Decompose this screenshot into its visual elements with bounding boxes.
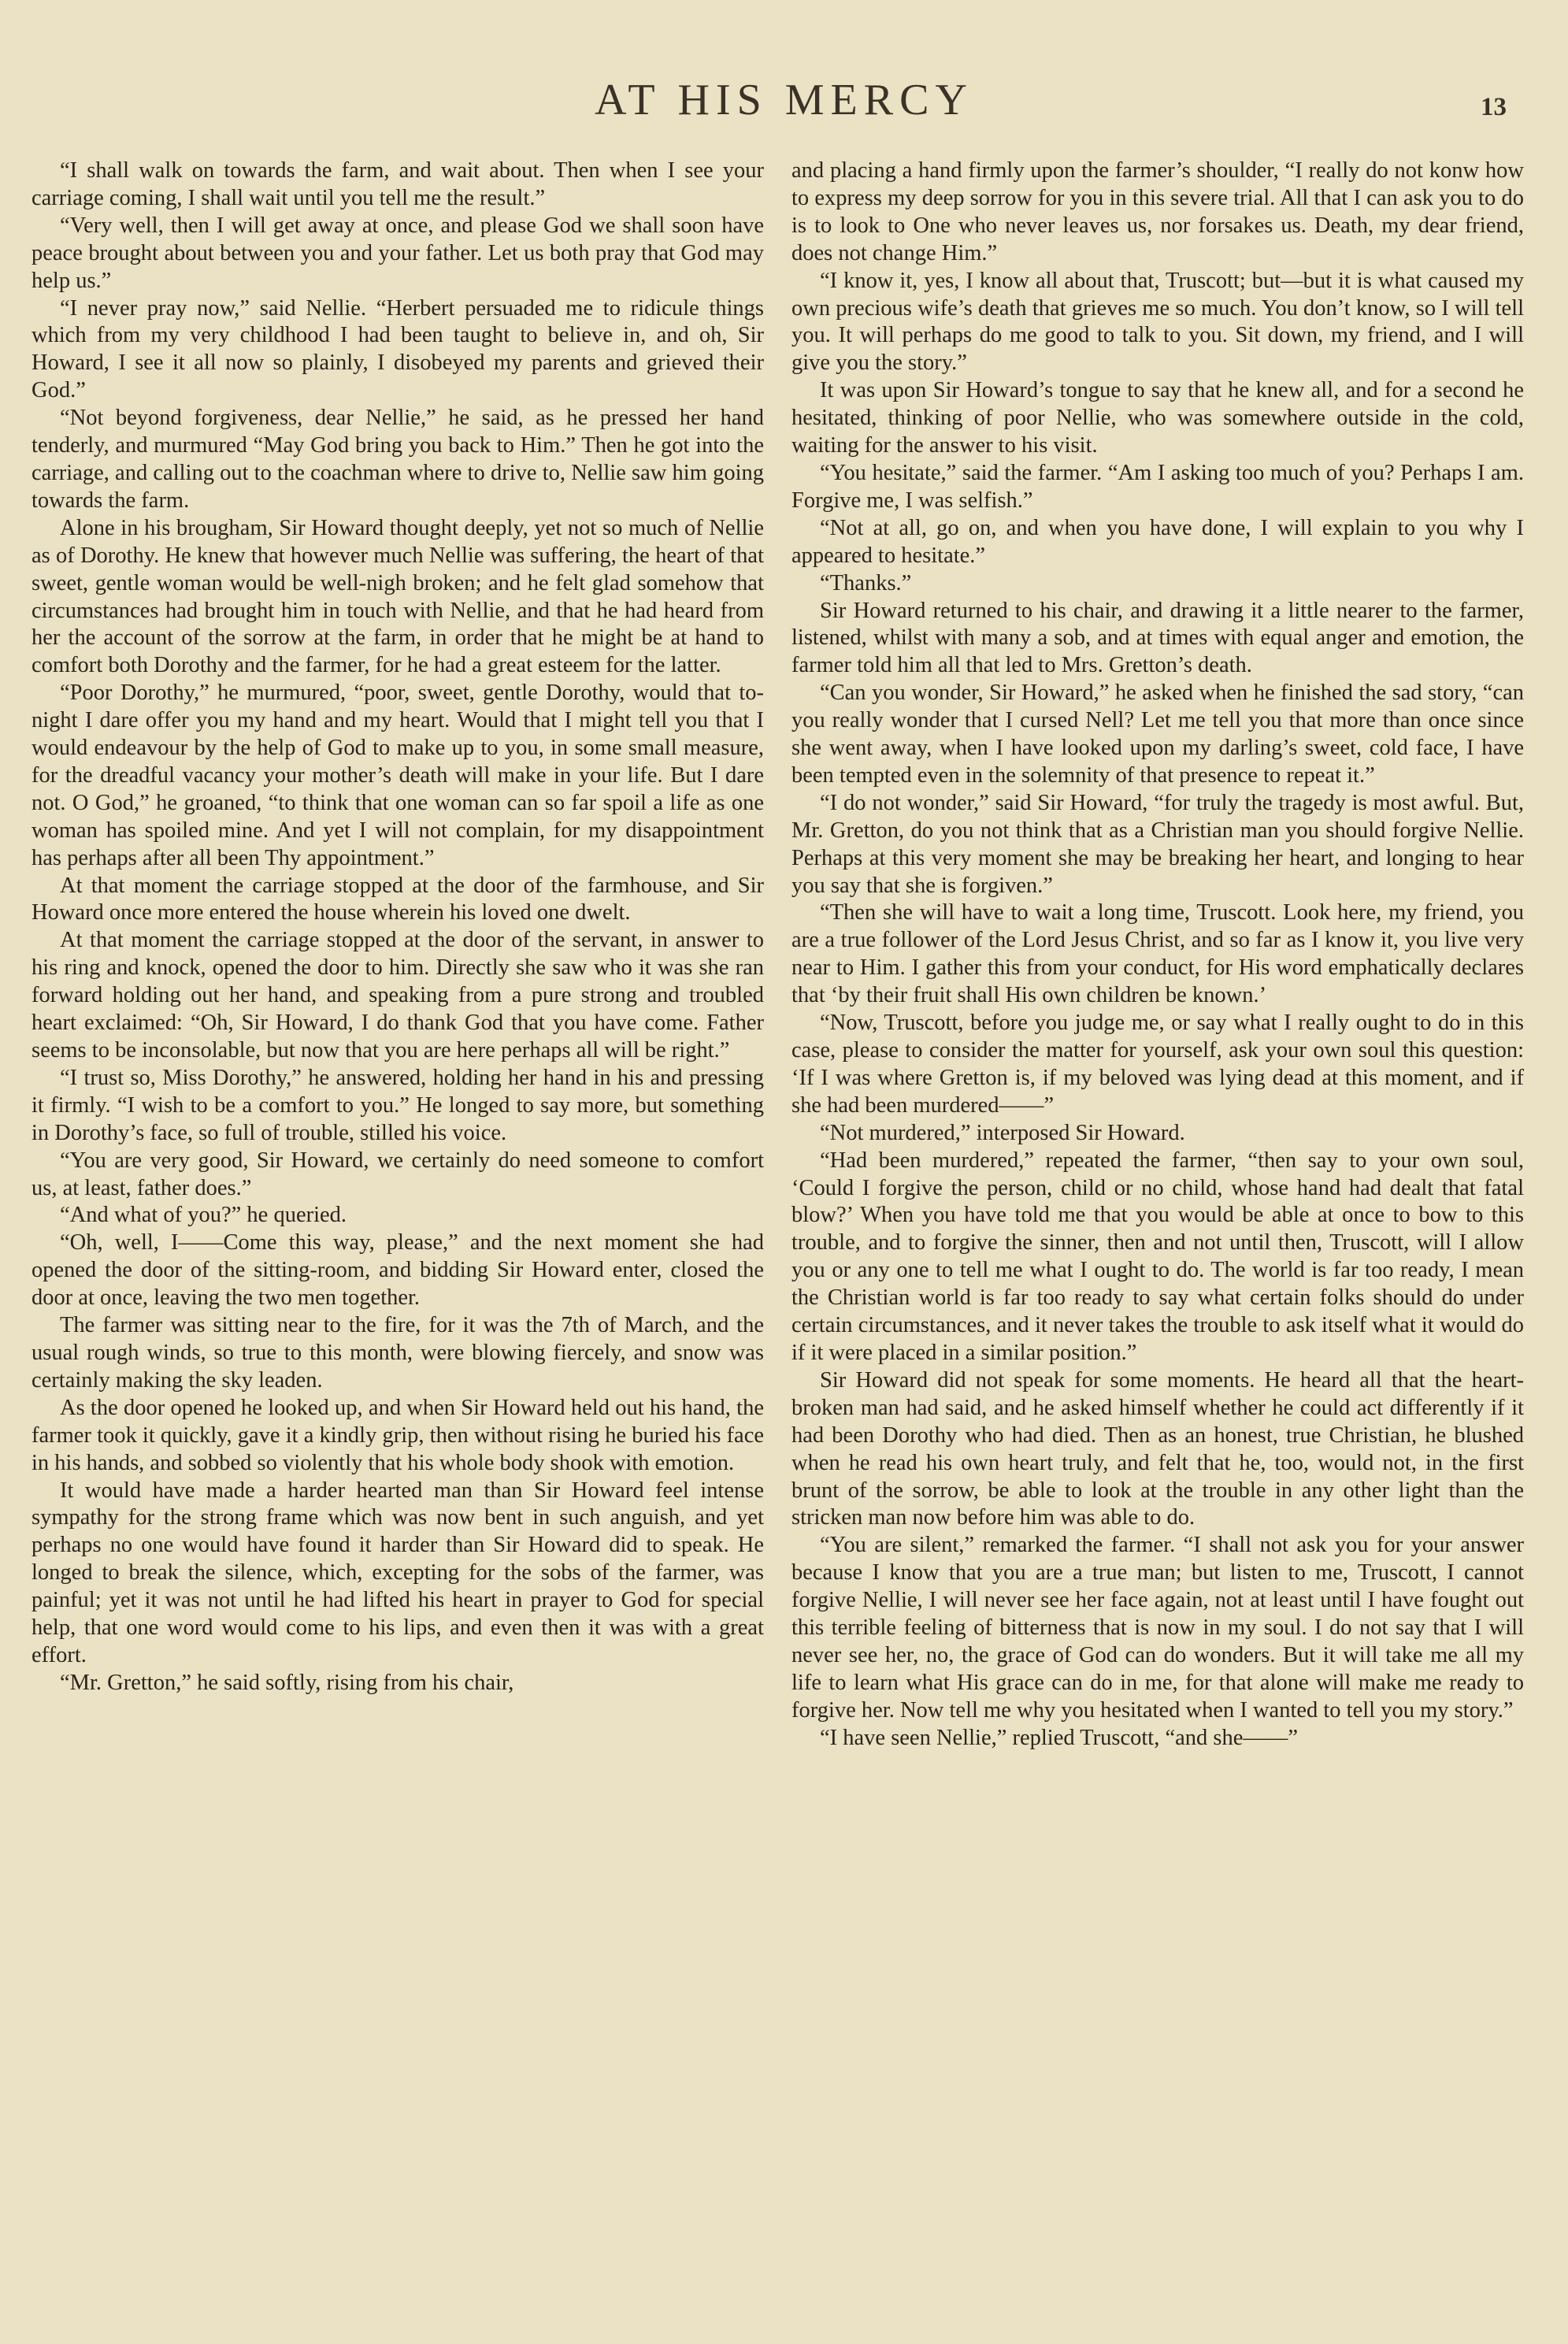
paragraph: Sir Howard did not speak for some moments. He heard all that the heart-broken man had said, and he asked himself whether he could act differently if it had been Dorothy who had died. Then as an honest, true Christian, he blushed when he read his own heart truly, and felt that he, too, would not, in the first brunt of the sorrow, be able to look at the trouble in any other light than the stricken man now before him was able to do. xyxy=(791,1367,1524,1530)
paragraph: The farmer was sitting near to the fire, for it was the 7th of March, and the usual rough winds, so true to this month, were blowing fiercely, and snow was certainly making the sky leaden. xyxy=(32,1313,764,1393)
paragraph: “Oh, well, I——Come this way, please,” and the next moment she had opened the door of the sitting-room, and bidding Sir Howard enter, closed the door at once, leaving the two men together. xyxy=(32,1230,764,1311)
paragraph: “You are very good, Sir Howard, we certainly do need someone to comfort us, at least, father does.” xyxy=(32,1148,764,1200)
paragraph: Alone in his brougham, Sir Howard thought deeply, yet not so much of Nellie as of Dorothy. He knew that however much Nellie was suffering, the heart of that sweet, gentle woman would be well-nigh broken; and he felt glad somehow that circumstances had brought him in touch with Nellie, and that he had heard from her the account of the sorrow at the farm, in order that he might be at hand to comfort both Dorothy and the farmer, for he had a great esteem for the latter. xyxy=(32,515,764,678)
paragraph: “I shall walk on towards the farm, and wait about. Then when I see your carriage coming, I shall wait until you tell me the result.” xyxy=(32,158,764,210)
paragraph: “You are silent,” remarked the farmer. “I shall not ask you for your answer because I know that you are a true man; but listen to me, Truscott, I cannot forgive Nellie, I will never see her face again, not at least until I have fought out this terrible feeling of bitterness that is now in my soul. I do not say that I will never see her, no, the grace of God can do wonders. But it will take me all my life to learn what His grace can do in me, for that alone will make me ready to forgive her. Now tell me why you hesitated when I wanted to tell you my story.” xyxy=(791,1533,1524,1723)
paragraph: “Can you wonder, Sir Howard,” he asked when he finished the sad story, “can you really wonder that I cursed Nell? Let me tell you that more than once since she went away, when I have looked upon my darling’s sweet, cold face, I have been tempted even in the solemnity of that presence to repeat it.” xyxy=(791,681,1524,788)
paragraph: “You hesitate,” said the farmer. “Am I asking too much of you? Perhaps I am. Forgive me, I was selfish.” xyxy=(791,460,1524,513)
paragraph: “And what of you?” he queried. xyxy=(60,1203,347,1228)
paragraph: “I trust so, Miss Dorothy,” he answered, holding her hand in his and pressing it firmly. “I wish to be a comfort to you.” He longed to say more, but something in Dorothy’s face, so full of trouble, stilled his voice. xyxy=(32,1065,764,1145)
left-column xyxy=(32,158,764,2284)
paragraph: “I do not wonder,” said Sir Howard, “for truly the tragedy is most awful. But, Mr. Gretton, do you not think that as a Christian man you should forgive Nellie. Perhaps at this very moment she may be breaking her heart, and longing to hear you say that she is forgiven.” xyxy=(791,790,1524,898)
paragraph: At that moment the carriage stopped at the door of the servant, in answer to his ring and knock, opened the door to him. Directly she saw who it was she ran forward holding out her hand, and speaking from a pure strong and troubled heart exclaimed: “Oh, Sir Howard, I do thank God that you have come. Father seems to be inconsolable, but now that you are here perhaps all will be right.” xyxy=(32,928,764,1063)
right-column xyxy=(791,158,1524,2284)
paragraph: “Now, Truscott, before you judge me, or say what I really ought to do in this case, please to consider the matter for yourself, ask your own soul this question: ‘If I was where Gretton is, if my beloved was lying dead at this moment, and if she had been murdered——” xyxy=(791,1011,1524,1118)
paragraph: It was upon Sir Howard’s tongue to say that he knew all, and for a second he hesitated, thinking of poor Nellie, who was somewhere outside in the cold, waiting for the answer to his visit. xyxy=(791,378,1524,458)
paragraph: “Mr. Gretton,” he said softly, rising from his chair, xyxy=(60,1670,514,1695)
paragraph: “Not beyond forgiveness, dear Nellie,” he said, as he pressed her hand tenderly, and murmured “May God bring you back to Him.” Then he got into the carriage, and calling out to the coachman where to drive to, Nellie saw him going towards the farm. xyxy=(32,406,764,513)
paragraph: Sir Howard returned to his chair, and drawing it a little nearer to the farmer, listened, whilst with many a sob, and at times with equal anger and emotion, the farmer told him all that led to Mrs. Gretton’s death. xyxy=(791,598,1524,678)
paragraph: “I never pray now,” said Nellie. “Herbert persuaded me to ridicule things which from my very childhood I had been taught to believe in, and oh, Sir Howard, I see it all now so plainly, I disobeyed my parents and grieved their God.” xyxy=(32,295,764,403)
paragraph: “Had been murdered,” repeated the farmer, “then say to your own soul, ‘Could I forgive the person, child or no child, whose hand had dealt that fatal blow?’ When you have told me that you would be able at once to bow to this trouble, and to forgive the sinner, then and not until then, Truscott, will I allow you or any one to tell me what I ought to do. The world is far too ready, I mean the Christian world is far too ready to say what certain folks should do under certain circumstances, and it never takes the trouble to ask itself what it would do if it were placed in a similar position.” xyxy=(791,1148,1524,1365)
paragraph: “Not murdered,” interposed Sir Howard. xyxy=(820,1120,1185,1145)
paragraph: “Very well, then I will get away at once, and please God we shall soon have peace brought about between you and your father. Let us both pray that God may help us.” xyxy=(32,213,764,293)
paragraph: At that moment the carriage stopped at the door of the farmhouse, and Sir Howard once more entered the house wherein his loved one dwelt. xyxy=(32,873,764,925)
page-number: 13 xyxy=(1481,93,1507,121)
paragraph: “Poor Dorothy,” he murmured, “poor, sweet, gentle Dorothy, would that to-night I dare offer you my hand and my heart. Would that I might tell you that I would endeavour by the help of God to make up to you, in some small measure, for the dreadful vacancy your mother’s death will make in your life. But I dare not. O God,” he groaned, “to think that one woman can so far spoil a life as one woman has spoiled mine. And yet I will not complain, for my disappointment has perhaps after all been Thy appointment.” xyxy=(32,681,764,870)
paragraph-continued: and placing a hand firmly upon the farmer’s shoulder, “I really do not konw how to express my deep sorrow for you in this severe trial. All that I can ask you to do is to look to One who never leaves us, nor forsakes us. Death, my dear friend, does not change Him.” xyxy=(791,158,1524,265)
paragraph: As the door opened he looked up, and when Sir Howard held out his hand, the farmer took it quickly, gave it a kindly grip, then without rising he buried his face in his hands, and sobbed so violently that his whole body shook with emotion. xyxy=(32,1395,764,1475)
paragraph: “Not at all, go on, and when you have done, I will explain to you why I appeared to hesitate.” xyxy=(791,515,1524,568)
paragraph: It would have made a harder hearted man than Sir Howard feel intense sympathy for the strong frame which was now bent in such anguish, and yet perhaps no one would have found it harder than Sir Howard did to speak. He longed to break the silence, which, excepting for the sobs of the farmer, was painful; yet it was not until he had lifted his heart in prayer to God for special help, that one word would come to his lips, and even then it was with a great effort. xyxy=(32,1478,764,1667)
paragraph: “Thanks.” xyxy=(820,570,912,595)
paragraph: “I know it, yes, I know all about that, Truscott; but—but it is what caused my own precious wife’s death that grieves me so much. You don’t know, so I will tell you. It will perhaps do me good to talk to you. Sit down, my friend, and I will give you the story.” xyxy=(791,268,1524,376)
paragraph: “I have seen Nellie,” replied Truscott, “and she——” xyxy=(820,1725,1299,1750)
paragraph: “Then she will have to wait a long time, Truscott. Look here, my friend, you are a true follower of the Lord Jesus Christ, and so far as I know it, you live very near to Him. I gather this from your conduct, for His word emphatically declares that ‘by their fruit shall His own children be known.’ xyxy=(791,900,1524,1008)
running-title: AT HIS MERCY xyxy=(595,76,973,124)
